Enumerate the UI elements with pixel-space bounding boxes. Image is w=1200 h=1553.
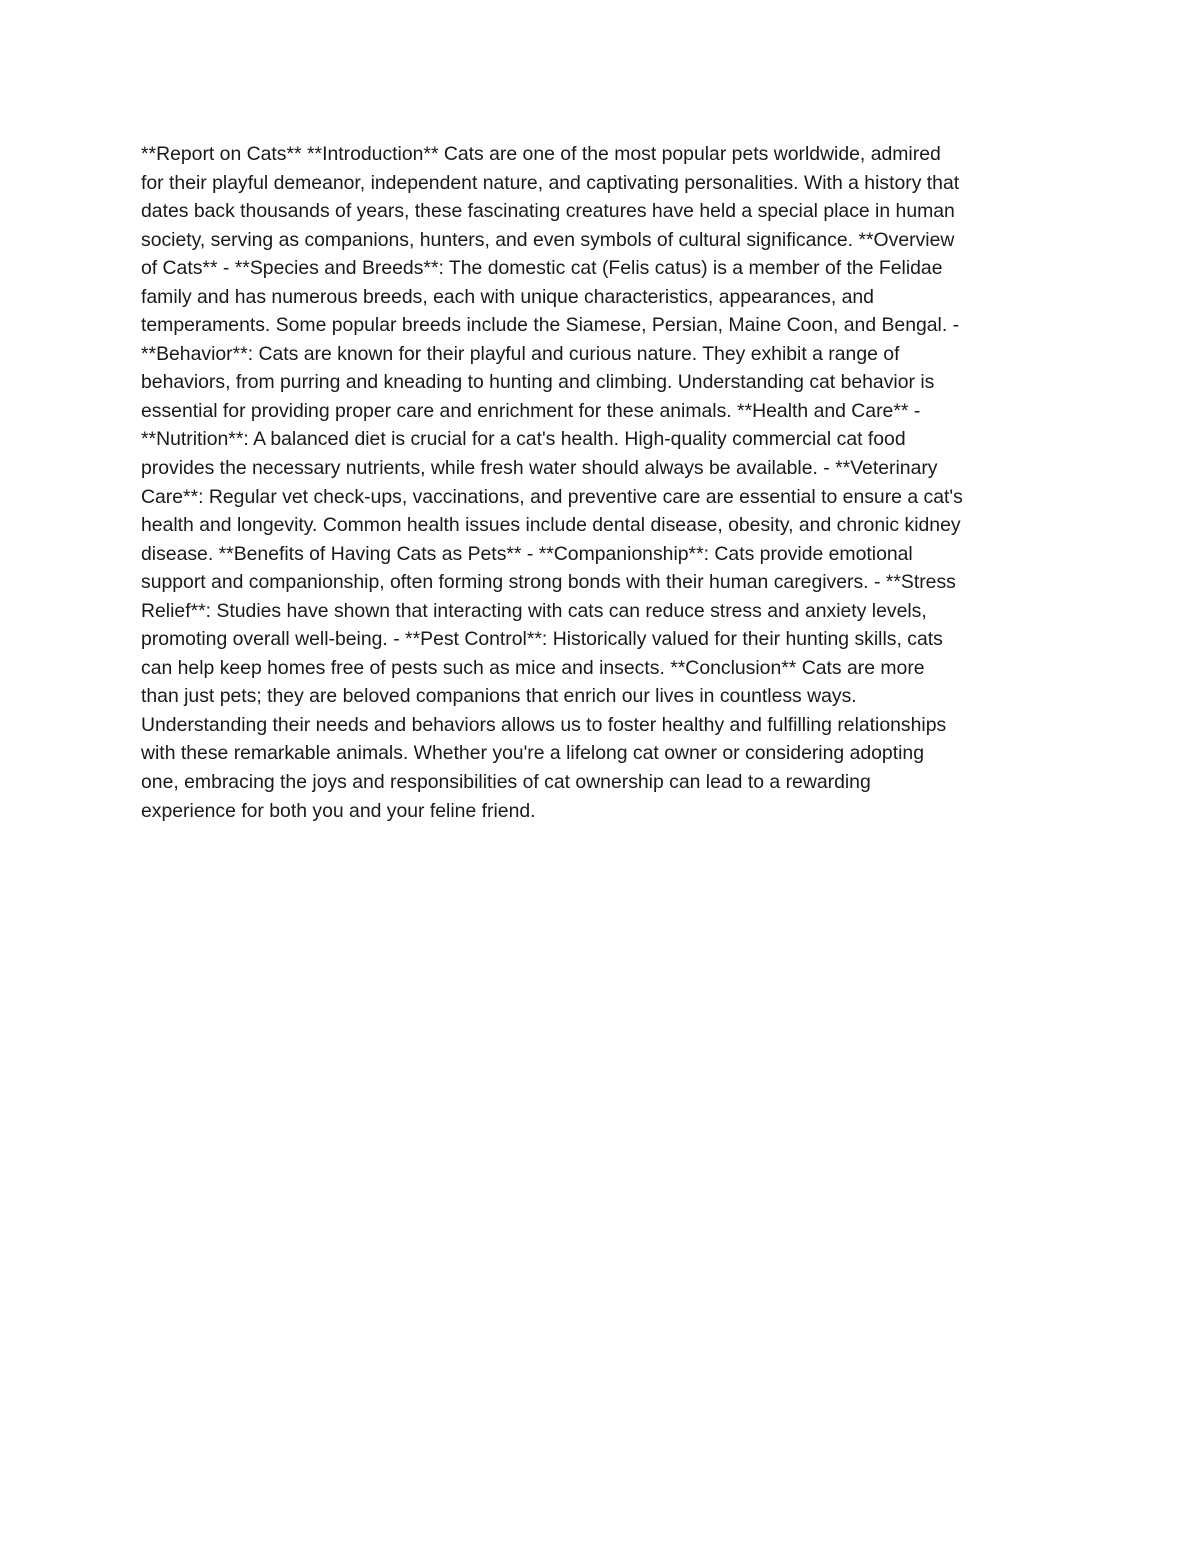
text-line: **Report on Cats** **Introduction** Cats are one of the most popular pets worldwide, admired xyxy=(141,143,941,165)
text-line: Understanding their needs and behaviors allows us to foster healthy and fulfilling relationships xyxy=(141,713,947,736)
report-body-text xyxy=(141,140,1066,825)
text-line: experience for both you and your feline friend. xyxy=(141,799,536,822)
text-line: behaviors, from purring and kneading to hunting and climbing. Understanding cat behavior is xyxy=(141,371,935,394)
text-line: than just pets; they are beloved companions that enrich our lives in countless ways. xyxy=(141,685,857,708)
text-line: temperaments. Some popular breeds include the Siamese, Persian, Maine Coon, and Bengal. - xyxy=(141,314,960,337)
text-line: with these remarkable animals. Whether you're a lifelong cat owner or considering adopting xyxy=(141,742,924,765)
text-line: disease. **Benefits of Having Cats as Pets** - **Companionship**: Cats provide emotional xyxy=(141,542,913,565)
text-line: family and has numerous breeds, each with unique characteristics, appearances, and xyxy=(141,285,874,308)
text-line: promoting overall well-being. - **Pest Control**: Historically valued for their hunting skills, cats xyxy=(141,628,943,651)
text-line: support and companionship, often forming strong bonds with their human caregivers. - **Stress xyxy=(141,571,956,594)
text-line: **Nutrition**: A balanced diet is crucial for a cat's health. High-quality commercial cat food xyxy=(141,428,906,451)
text-line: essential for providing proper care and enrichment for these animals. **Health and Care** - xyxy=(141,399,921,422)
text-line: Care**: Regular vet check-ups, vaccinations, and preventive care are essential to ensure a cat's xyxy=(141,485,963,508)
text-line: provides the necessary nutrients, while fresh water should always be available. - **Veterinary xyxy=(141,457,938,480)
text-line: society, serving as companions, hunters, and even symbols of cultural significance. **Overview xyxy=(141,228,955,251)
text-line: health and longevity. Common health issues include dental disease, obesity, and chronic kidney xyxy=(141,514,961,537)
text-line: of Cats** - **Species and Breeds**: The domestic cat (Felis catus) is a member of the Felidae xyxy=(141,257,943,280)
text-line: dates back thousands of years, these fascinating creatures have held a special place in human xyxy=(141,200,955,223)
text-line: Relief**: Studies have shown that interacting with cats can reduce stress and anxiety levels, xyxy=(141,599,927,622)
text-line: one, embracing the joys and responsibilities of cat ownership can lead to a rewarding xyxy=(141,771,871,794)
text-line: can help keep homes free of pests such as mice and insects. **Conclusion** Cats are more xyxy=(141,656,925,679)
text-line: **Behavior**: Cats are known for their playful and curious nature. They exhibit a range of xyxy=(141,342,900,365)
text-line: for their playful demeanor, independent nature, and captivating personalities. With a history that xyxy=(141,171,960,194)
